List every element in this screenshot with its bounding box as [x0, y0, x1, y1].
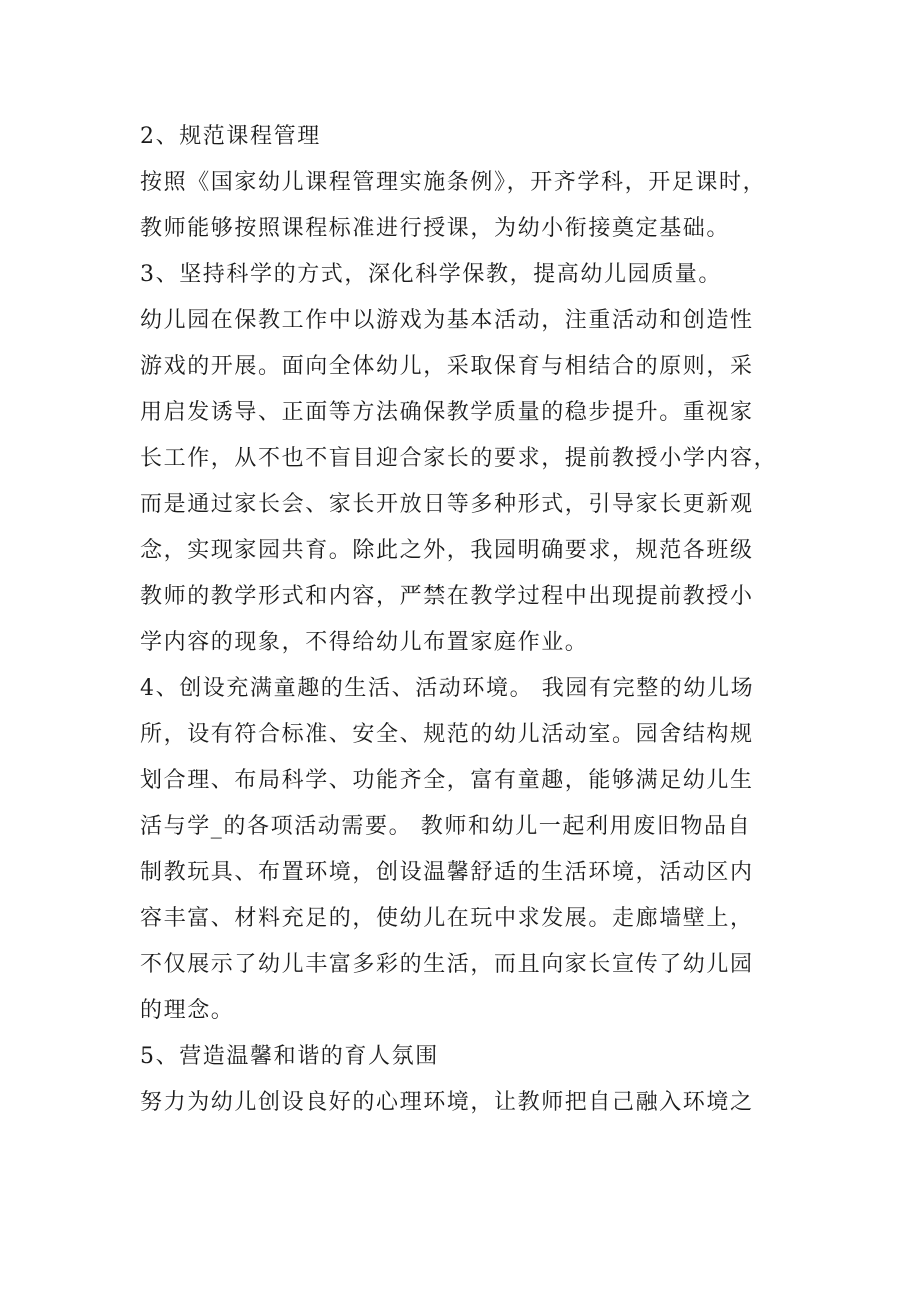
paragraph-line: 幼儿园在保教工作中以游戏为基本活动，注重活动和创造性: [140, 308, 754, 333]
paragraph-line: 长工作，从不也不盲目迎合家长的要求，提前教授小学内容，: [140, 446, 778, 471]
paragraph-line: 用启发诱导、正面等方法确保教学质量的稳步提升。重视家: [140, 400, 754, 425]
paragraph-line: 学内容的现象，不得给幼儿布置家庭作业。: [140, 630, 589, 655]
paragraph-line: 念，实现家园共育。除此之外，我园明确要求，规范各班级: [140, 538, 754, 563]
heading-4: 4、创设充满童趣的生活、活动环境。 我园有完整的幼儿场: [140, 676, 755, 701]
heading-2: 2、规范课程管理: [140, 124, 321, 149]
paragraph-line: 不仅展示了幼儿丰富多彩的生活，而且向家长宣传了幼儿园: [140, 952, 754, 977]
paragraph-line: 容丰富、材料充足的，使幼儿在玩中求发展。走廊墙壁上，: [140, 906, 754, 931]
heading-3: 3、坚持科学的方式，深化科学保教，提高幼儿园质量。: [140, 262, 722, 287]
heading-5: 5、营造温馨和谐的育人氛围: [140, 1044, 439, 1069]
paragraph-line: 努力为幼儿创设良好的心理环境，让教师把自己融入环境之: [140, 1090, 754, 1115]
paragraph-line: 而是通过家长会、家长开放日等多种形式，引导家长更新观: [140, 492, 754, 517]
paragraph-line: 制教玩具、布置环境，创设温馨舒适的生活环境，活动区内: [140, 860, 754, 885]
paragraph-line: 活与学_的各项活动需要。 教师和幼儿一起利用废旧物品自: [140, 814, 752, 839]
paragraph-line: 按照《国家幼儿课程管理实施条例》，开齐学科，开足课时，: [140, 170, 767, 195]
paragraph-line: 划合理、布局科学、功能齐全，富有童趣，能够满足幼儿生: [140, 768, 754, 793]
paragraph-line: 的理念。: [140, 998, 235, 1023]
paragraph-line: 教师的教学形式和内容，严禁在教学过程中出现提前教授小: [140, 584, 754, 609]
document-body: [140, 114, 800, 1126]
paragraph-line: 教师能够按照课程标准进行授课，为幼小衔接奠定基础。: [140, 216, 731, 241]
paragraph-line: 所，设有符合标准、安全、规范的幼儿活动室。园舍结构规: [140, 722, 754, 747]
paragraph-line: 游戏的开展。面向全体幼儿，采取保育与相结合的原则，采: [140, 354, 754, 379]
